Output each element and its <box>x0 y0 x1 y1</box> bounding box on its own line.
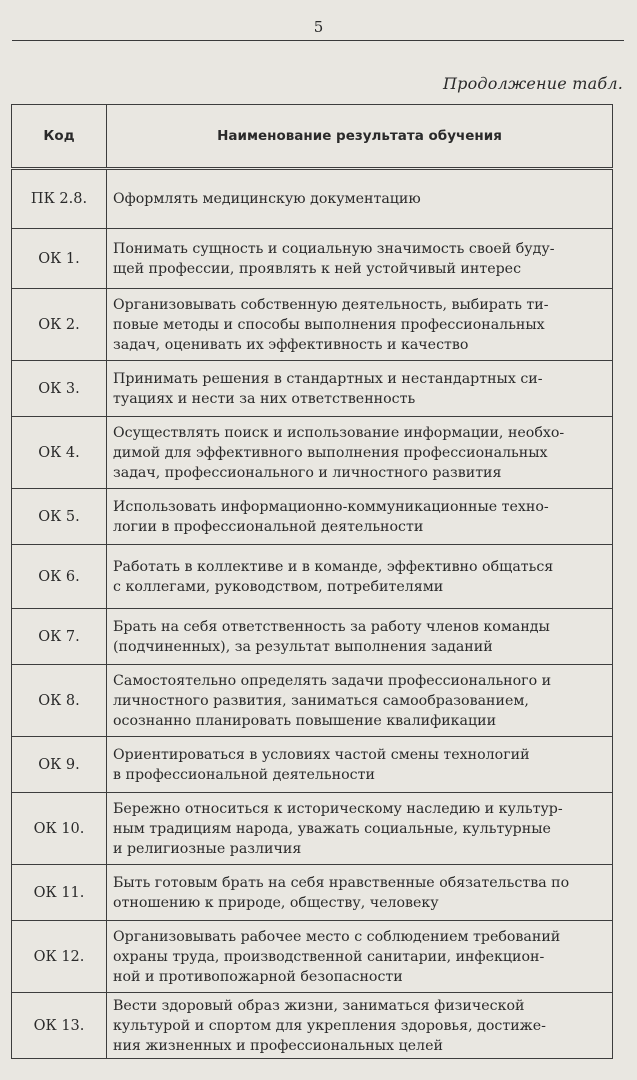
competency-description <box>107 545 613 609</box>
description-line: осознанно планировать повышение квалификации <box>113 712 497 729</box>
table-row <box>12 361 613 417</box>
learning-results-table <box>11 104 613 1059</box>
description-line: ния жизненных и профессиональных целей <box>113 1037 443 1054</box>
competency-code: ОК 4. <box>12 417 107 489</box>
description-line: Принимать решения в стандартных и нестандартных си- <box>113 370 543 387</box>
description-line: Осуществлять поиск и использование информации, необхо- <box>113 424 565 441</box>
competency-description <box>107 609 613 665</box>
description-line: с коллегами, руководством, потребителями <box>113 578 444 595</box>
competency-description <box>107 921 613 993</box>
column-header-result-name: Наименование результата обучения <box>107 105 613 169</box>
description-line: Брать на себя ответственность за работу членов команды <box>113 618 550 635</box>
competency-description <box>107 229 613 289</box>
competency-code: ОК 7. <box>12 609 107 665</box>
table-row <box>12 993 613 1059</box>
table-header-row <box>12 105 613 169</box>
description-line: Использовать информационно-коммуникационные техно- <box>113 498 549 515</box>
table-row <box>12 737 613 793</box>
competency-code: ОК 12. <box>12 921 107 993</box>
table-row <box>12 229 613 289</box>
competency-code: ОК 13. <box>12 993 107 1059</box>
description-line: Понимать сущность и социальную значимость своей буду- <box>113 240 555 257</box>
table-row <box>12 865 613 921</box>
competency-description <box>107 793 613 865</box>
competency-code: ОК 11. <box>12 865 107 921</box>
description-line: Работать в коллективе и в команде, эффективно общаться <box>113 558 554 575</box>
description-line: Организовывать рабочее место с соблюдением требований <box>113 928 561 945</box>
description-line: в профессиональной деятельности <box>113 766 375 783</box>
competency-code: ОК 10. <box>12 793 107 865</box>
description-line: личностного развития, заниматься самообразованием, <box>113 692 529 709</box>
header-rule <box>12 40 624 41</box>
description-line: Самостоятельно определять задачи профессионального и <box>113 672 552 689</box>
description-line: логии в профессиональной деятельности <box>113 518 424 535</box>
competency-description <box>107 361 613 417</box>
description-line: Вести здоровый образ жизни, заниматься физической <box>113 997 525 1014</box>
table-row <box>12 169 613 229</box>
table-continuation-label: Продолжение табл. <box>443 74 623 93</box>
competency-code: ОК 8. <box>12 665 107 737</box>
table-row <box>12 609 613 665</box>
description-line: Быть готовым брать на себя нравственные обязательства по <box>113 874 570 891</box>
competency-code: ОК 9. <box>12 737 107 793</box>
description-line: задач, профессионального и личностного развития <box>113 464 502 481</box>
table-row <box>12 417 613 489</box>
competency-description <box>107 737 613 793</box>
table-row <box>12 793 613 865</box>
competency-description <box>107 169 613 229</box>
competency-description <box>107 993 613 1059</box>
table-row <box>12 289 613 361</box>
description-line: щей профессии, проявлять к ней устойчивый интерес <box>113 260 522 277</box>
description-line: ной и противопожарной безопасности <box>113 968 403 985</box>
competency-description <box>107 865 613 921</box>
description-line: культурой и спортом для укрепления здоровья, достиже- <box>113 1017 546 1034</box>
table-row <box>12 545 613 609</box>
description-line: (подчиненных), за результат выполнения заданий <box>113 638 493 655</box>
description-line: Бережно относиться к историческому наследию и культур- <box>113 800 563 817</box>
table-row <box>12 921 613 993</box>
competency-description <box>107 489 613 545</box>
description-line: Оформлять медицинскую документацию <box>113 191 421 207</box>
competency-code: ОК 2. <box>12 289 107 361</box>
description-line: туациях и нести за них ответственность <box>113 390 416 407</box>
competency-code: ОК 1. <box>12 229 107 289</box>
competency-description <box>107 289 613 361</box>
description-line: отношению к природе, обществу, человеку <box>113 894 439 911</box>
competency-description <box>107 665 613 737</box>
competency-code: ОК 5. <box>12 489 107 545</box>
table-row <box>12 489 613 545</box>
table-row <box>12 665 613 737</box>
description-line: и религиозные различия <box>113 840 302 857</box>
description-line: димой для эффективного выполнения профессиональных <box>113 444 548 461</box>
description-line: ным традициям народа, уважать социальные, культурные <box>113 820 551 837</box>
description-line: повые методы и способы выполнения профессиональных <box>113 316 545 333</box>
competency-code: ОК 6. <box>12 545 107 609</box>
page-number: 5 <box>313 18 324 36</box>
description-line: задач, оценивать их эффективность и качество <box>113 336 469 353</box>
description-line: Организовывать собственную деятельность, выбирать ти- <box>113 296 549 313</box>
column-header-code: Код <box>12 105 107 169</box>
competency-code: ОК 3. <box>12 361 107 417</box>
competency-description <box>107 417 613 489</box>
description-line: охраны труда, производственной санитарии, инфекцион- <box>113 948 545 965</box>
competency-code: ПК 2.8. <box>12 169 107 229</box>
description-line: Ориентироваться в условиях частой смены технологий <box>113 746 530 763</box>
